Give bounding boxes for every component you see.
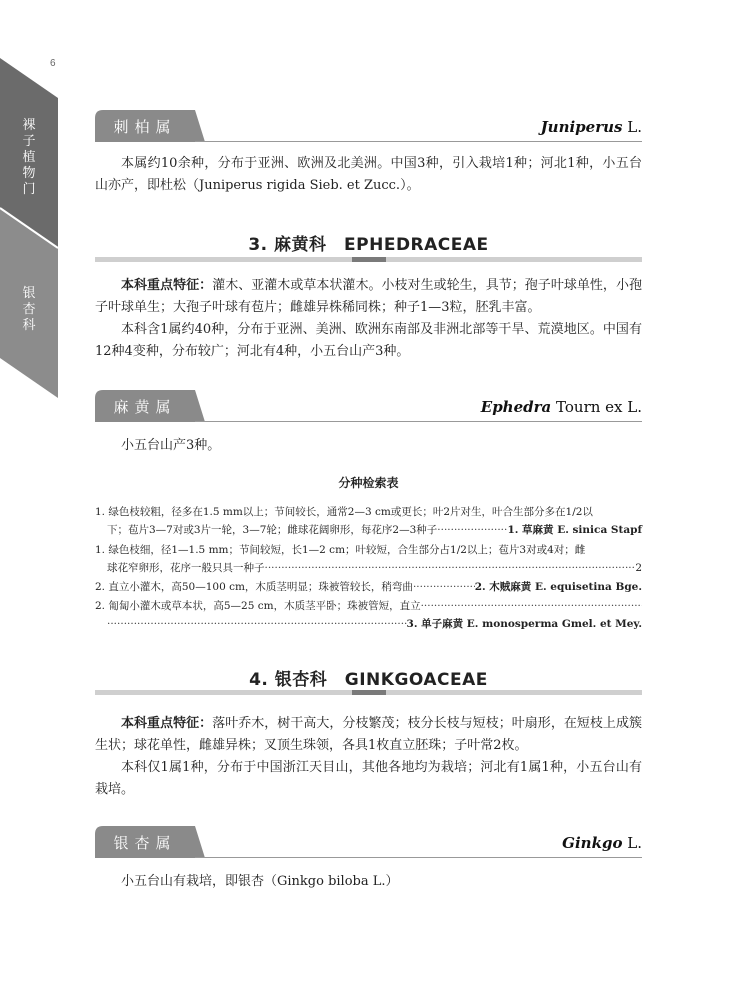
side-tabs <box>0 58 58 398</box>
key-line: 1. 绿色枝较粗，径多在1.5 mm以上；节间较长，通常2—3 cm或更长；叶2片对生，叶合生部分多在1/2以 <box>95 506 593 518</box>
genus-description: 小五台山产3种。 <box>121 438 221 453</box>
key-line: 2. 匍匐小灌木或草本状，高5—25 cm，木质茎平卧；珠被管短，直立 ····· <box>95 597 642 615</box>
key-result: 1. 草麻黄 E. sinica Stapf <box>507 524 642 536</box>
key-line: 2. 直立小灌木，高50—100 cm，木质茎明显；珠被管较长，稍弯曲 ····· 2. 木贼麻黄 E. equisetina Bge. <box>95 578 642 596</box>
key-result: 2 <box>635 562 642 574</box>
genus-rule <box>195 857 642 858</box>
family-rule <box>95 257 642 262</box>
key-title: 分种检索表 <box>338 476 399 490</box>
family-title: 4. 银杏科 GINKGOACEAE <box>249 670 488 690</box>
key-result: 2. 木贼麻黄 E. equisetina Bge. <box>474 581 642 593</box>
genus-name: 银杏属 <box>113 834 177 852</box>
page-number: 6 <box>50 58 56 69</box>
family-features: 本科重点特征：落叶乔木，树干高大，分枝繁茂；枝分长枝与短枝；叶扇形，在短枝上成簇生状；球花单性，雌雄异株；叉顶生珠领，各具1枚直立胚珠；子叶常2枚。 <box>95 716 642 753</box>
family-title: 3. 麻黄科 EPHEDRACEAE <box>248 235 489 255</box>
leader-dots <box>421 597 642 615</box>
genus-name: 刺柏属 <box>113 118 177 136</box>
genus-rule <box>195 141 642 142</box>
leader-dots <box>107 615 407 633</box>
genus-latin: Ginkgo L. <box>562 834 642 852</box>
family-features: 本科重点特征：灌木、亚灌木或草本状灌木。小枝对生或轮生，具节；孢子叶球单性，小孢子叶球单生；大孢子叶球有苞片；雌雄异株稀同株；种子1—3粒，胚乳丰富。 <box>95 278 642 315</box>
genus-header-juniperus <box>95 110 642 142</box>
side-tab-gymnosperm[interactable]: 裸子植物门 <box>22 118 36 197</box>
leader-dots <box>265 559 636 577</box>
family-distribution: 本科仅1属1种，分布于中国浙江天目山，其他各地均为栽培；河北有1属1种，小五台山有栽培。 <box>95 760 642 797</box>
key-result: 3. 单子麻黄 E. monosperma Gmel. et Mey. <box>406 618 642 630</box>
genus-latin: Ephedra Tourn ex L. <box>480 398 642 416</box>
key-line <box>107 615 642 633</box>
genus-description: 小五台山有栽培，即银杏（Ginkgo biloba L.） <box>121 874 399 889</box>
leader-dots <box>437 521 507 539</box>
key-line: 下；苞片3—7对或3片一轮，3—7轮；雌球花阔卵形，每花序2—3种子 ····· 1. 草麻黄 E. sinica Stapf <box>107 521 642 539</box>
genus-name: 麻黄属 <box>113 398 177 416</box>
key-line: 1. 绿色枝细，径1—1.5 mm；节间较短，长1—2 cm；叶较短，合生部分占1/2以上；苞片3对或4对；雌 <box>95 544 586 556</box>
leader-dots <box>413 578 475 596</box>
family-rule <box>95 690 642 695</box>
genus-header-ginkgo <box>95 826 642 858</box>
genus-rule <box>195 421 642 422</box>
genus-latin: Juniperus L. <box>540 118 642 136</box>
genus-description: 本属约10余种，分布于亚洲、欧洲及北美洲。中国3种，引入栽培1种；河北1种，小五台山亦产，即杜松（Juniperus rigida Sieb. et Zucc.）。 <box>95 156 642 193</box>
family-distribution: 本科含1属约40种，分布于亚洲、美洲、欧洲东南部及非洲北部等干旱、荒漠地区。中国有12种4变种，分布较广；河北有4种，小五台山产3种。 <box>95 322 642 359</box>
genus-header-ephedra <box>95 390 642 422</box>
side-tab-shapes <box>0 58 58 398</box>
side-tab-ginkgoaceae[interactable]: 银杏科 <box>22 286 36 333</box>
key-line: 球花窄卵形，花序一般只具一种子 ····· 2 <box>107 559 642 577</box>
